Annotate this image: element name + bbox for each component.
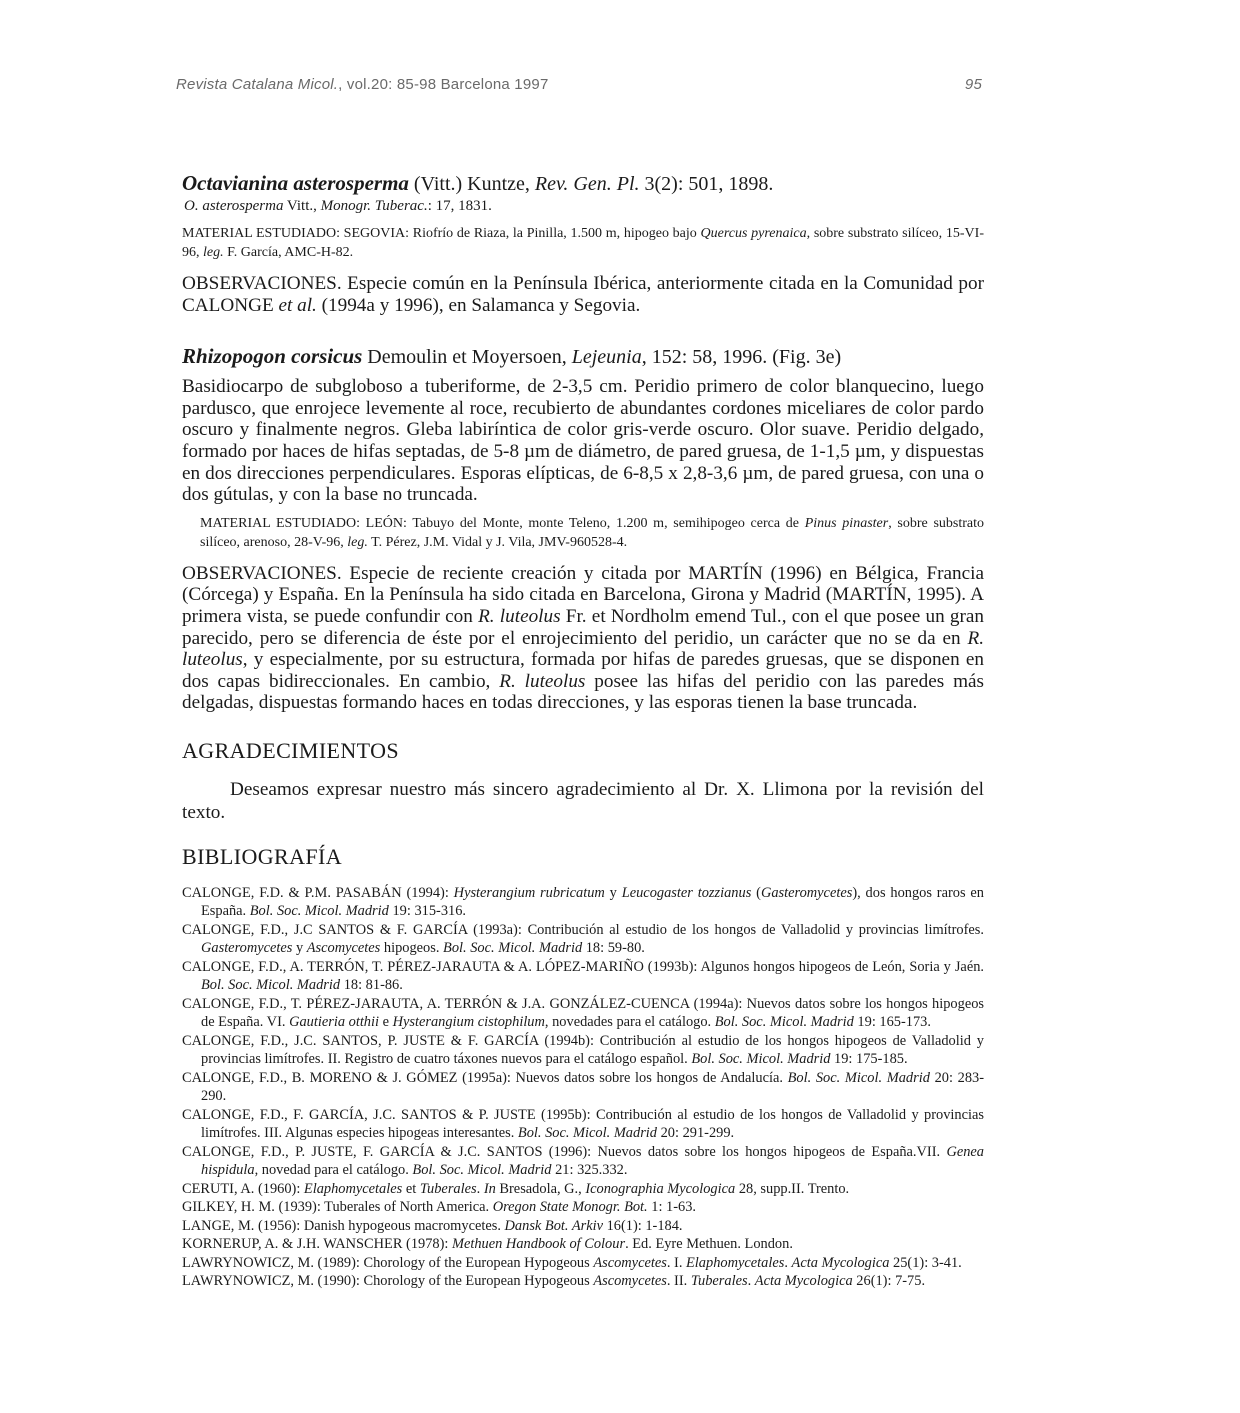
reference-italic: Ascomycetes: [593, 1273, 667, 1290]
observations-octavianina: [182, 273, 984, 316]
reference-text: 20: 283-290.: [201, 1069, 984, 1105]
reference-italic: Bol. Soc. Micol. Madrid: [201, 977, 341, 994]
reference-text: 25(1): 3-41.: [889, 1254, 962, 1271]
reference-text: CALONGE, F.D., F. GARCÍA, J.C. SANTOS & P. JUSTE (1995b): Contribución al estudio de los hongos de Valladolid y provincias limítrofes. III. Algunas especies hipogeas interesantes.: [182, 1106, 984, 1142]
journal-citation: , vol.20: 85-98 Barcelona 1997: [338, 76, 549, 93]
page-body: [182, 170, 984, 1291]
bibliography-entry: [182, 1069, 984, 1106]
reference-text: 21: 325.332.: [551, 1162, 628, 1179]
reference-text: CALONGE, F.D., A. TERRÓN, T. PÉREZ-JARAUTA & A. LÓPEZ-MARIÑO (1993b): Algunos hongos hipogeos de León, Soria y Jaén.: [182, 958, 984, 975]
synonym-author: Vitt.,: [283, 198, 321, 214]
material-text: T. Pérez, J.M. Vidal y J. Vila, JMV-960528-4.: [367, 534, 628, 550]
species-author: Demoulin et Moyersoen,: [362, 346, 572, 369]
reference-text: CALONGE, F.D., T. PÉREZ-JARAUTA, A. TERRÓN & J.A. GONZÁLEZ-CUENCA (1994a): Nuevos datos sobre los hongos hipogeos de España. VI.: [182, 995, 984, 1031]
reference-italic: Oregon State Monogr. Bot.: [492, 1199, 648, 1216]
reference-italic: Bol. Soc. Micol. Madrid: [443, 940, 583, 957]
reference-italic: Genea hispidula: [201, 1143, 984, 1179]
reference-text: 16(1): 1-184.: [602, 1217, 683, 1234]
reference-italic: Bol. Soc. Micol. Madrid: [249, 903, 389, 920]
running-header: [176, 76, 982, 93]
reference-text: 19: 165-173.: [853, 1014, 931, 1031]
reference-italic: In: [483, 1180, 496, 1197]
reference-italic: Ascomycetes: [306, 940, 381, 957]
bibliography-entry: [182, 958, 984, 995]
reference-italic: Gasteromycetes: [760, 884, 853, 901]
reference-text: 20: 291-299.: [657, 1125, 735, 1142]
species-name: Rhizopogon corsicus: [182, 344, 363, 369]
reference-italic: Tuberales: [419, 1180, 477, 1197]
bibliography-entry: [182, 1254, 984, 1273]
observation-etal: et al.: [278, 294, 317, 316]
observations-rhizopogon: [182, 563, 984, 714]
reference-text: . II.: [666, 1273, 691, 1290]
reference-italic: Elaphomycetales: [686, 1254, 785, 1271]
reference-text: 18: 81-86.: [340, 977, 403, 994]
material-text: , sobre substrato silíceo, arenoso, 28-V-96,: [200, 515, 985, 550]
species-heading-rhizopogon: [182, 343, 984, 370]
reference-italic: Gasteromycetes: [201, 940, 293, 957]
bibliography-entry: [182, 1032, 984, 1069]
synonym-line: [184, 197, 984, 216]
reference-text: (: [751, 884, 761, 901]
species-ref-journal: Rev. Gen. Pl.: [534, 173, 640, 195]
reference-italic: Leucogaster tozzianus: [621, 884, 752, 901]
reference-text: CALONGE, F.D. & P.M. PASABÁN (1994):: [182, 884, 454, 901]
reference-italic: Acta Mycologica: [754, 1273, 853, 1290]
observation-text: OBSERVACIONES. Especie común en la Península Ibérica, anteriormente citada en la Comunidad por CALONGE: [182, 273, 984, 316]
reference-italic: Elaphomycetales: [303, 1180, 403, 1197]
species-ref-journal: Lejeunia: [571, 346, 642, 369]
material-host: Pinus pinaster: [804, 515, 889, 531]
reference-text: 26(1): 7-75.: [852, 1273, 926, 1290]
reference-text: , novedades para el catálogo.: [544, 1014, 715, 1031]
reference-text: ), dos hongos raros en España.: [201, 884, 985, 920]
observation-text: (1994a y 1996), en Salamanca y Segovia.: [316, 294, 641, 316]
reference-text: Bresadola, G.,: [495, 1180, 586, 1197]
reference-italic: Acta Mycologica: [791, 1254, 890, 1271]
species-author: (Vitt.) Kuntze,: [408, 173, 535, 195]
acknowledgements-title: AGRADECIMIENTOS: [182, 737, 400, 763]
reference-italic: Bol. Soc. Micol. Madrid: [412, 1162, 552, 1179]
reference-italic: Iconographia Mycologica: [585, 1180, 736, 1197]
reference-text: CALONGE, F.D., J.C SANTOS & F. GARCÍA (1993a): Contribución al estudio de los hongos de Valladolid y provincias limítrofes.: [182, 921, 984, 938]
synonym-ref: Monogr. Tuberac.: [320, 198, 428, 214]
observation-text: posee las hifas del peridio con las paredes más delgadas, dispuestas formando haces en todas direcciones, y las esporas tienen la base truncada.: [182, 670, 985, 714]
species-ref-rest: 3(2): 501, 1898.: [639, 173, 774, 195]
species-name: Octavianina asterosperma: [182, 171, 409, 195]
material-studied-rhizopogon: [200, 514, 984, 552]
reference-italic: Hysterangium rubricatum: [453, 884, 605, 901]
reference-text: , novedad para el catálogo.: [254, 1162, 413, 1179]
bibliography-entry: [182, 884, 984, 921]
material-studied-octavianina: [182, 224, 984, 262]
reference-text: y: [604, 884, 622, 901]
bibliography-entry: [182, 1180, 984, 1199]
reference-text: .: [747, 1273, 755, 1290]
reference-text: CALONGE, F.D., J.C. SANTOS, P. JUSTE & F. GARCÍA (1994b): Contribución al estudio de los hongos hipogeos de Valladolid y provincias limítrofes. II. Registro de cuatro táxones nuevos para el catálogo español.: [182, 1032, 984, 1068]
material-text: MATERIAL ESTUDIADO: SEGOVIA: Riofrío de Riaza, la Pinilla, 1.500 m, hipogeo bajo: [182, 226, 701, 241]
reference-text: 28, supp.II. Trento.: [735, 1180, 850, 1197]
bibliography-entry: [182, 1143, 984, 1180]
reference-text: et: [402, 1180, 420, 1197]
reference-text: LAWRYNOWICZ, M. (1989): Chorology of the European Hypogeous: [182, 1254, 594, 1271]
observation-text: Fr. et Nordholm emend Tul., con el que posee un gran parecido, pero se diferencia de éste por el enrojecimiento del peridio, un carácter que no se da en: [182, 605, 985, 649]
bibliography-entry: [182, 1272, 984, 1291]
reference-text: . I.: [666, 1254, 687, 1271]
synonym-rest: : 17, 1831.: [427, 198, 492, 214]
observation-text: OBSERVACIONES. Especie de reciente creación y citada por MARTÍN (1996) en Bélgica, Francia (Córcega) y España. En la Península ha sido citada en Barcelona, Girona y Madrid (MARTÍN, 1995). A primera vista, se puede confundir con: [182, 562, 984, 627]
observation-species: R. luteolus: [499, 670, 586, 692]
bibliography-entry: [182, 1198, 984, 1217]
reference-italic: Bol. Soc. Micol. Madrid: [714, 1014, 854, 1031]
reference-text: 1: 1-63.: [647, 1199, 697, 1216]
material-leg: leg.: [347, 534, 368, 550]
reference-italic: Dansk Bot. Arkiv: [504, 1217, 603, 1234]
bibliography-entry: [182, 921, 984, 958]
material-text: , sobre substrato silíceo, 15-VI-96,: [182, 226, 984, 260]
description-rhizopogon: Basidiocarpo de subgloboso a tuberiforme, de 2-3,5 cm. Peridio primero de color blanquecino, luego pardusco, que enrojece levemente al roce, recubierto de abundantes cordones miceliares de color pardo oscuro y finalmente negros. Gleba labiríntica de color gris-verde oscuro. Olor suave. Peridio delgado, formado por haces de hifas septadas, de 5-8 µm de diámetro, de pared gruesa, de 1-1,5 µm, y dispuestas en dos direcciones perpendiculares. Esporas elípticas, de 6-8,5 x 2,8-3,6 µm, de pared gruesa, con una o dos gútulas, y con la base no truncada.: [182, 376, 984, 506]
bibliography-entry: [182, 995, 984, 1032]
reference-text: KORNERUP, A. & J.H. WANSCHER (1978):: [182, 1236, 452, 1253]
reference-text: CALONGE, F.D., B. MORENO & J. GÓMEZ (1995a): Nuevos datos sobre los hongos de Andalucía.: [182, 1069, 788, 1086]
observation-species: R. luteolus: [478, 605, 561, 627]
material-text: MATERIAL ESTUDIADO: LEÓN: Tabuyo del Monte, monte Teleno, 1.200 m, semihipogeo cerca de: [200, 515, 805, 531]
reference-text: CERUTI, A. (1960):: [182, 1180, 304, 1197]
reference-italic: Bol. Soc. Micol. Madrid: [787, 1069, 930, 1086]
reference-italic: Ascomycetes: [593, 1254, 667, 1271]
reference-italic: Methuen Handbook of Colour: [451, 1236, 626, 1253]
reference-text: CALONGE, F.D., P. JUSTE, F. GARCÍA & J.C. SANTOS (1996): Nuevos datos sobre los hongos hipogeos de España.VII.: [182, 1143, 947, 1160]
reference-text: y: [292, 940, 307, 957]
reference-text: e: [379, 1014, 393, 1031]
reference-text: .: [476, 1180, 484, 1197]
bibliography-list: [182, 884, 984, 1291]
reference-italic: Bol. Soc. Micol. Madrid: [691, 1051, 831, 1068]
reference-text: . Ed. Eyre Methuen. London.: [625, 1236, 793, 1253]
synonym-name: O. asterosperma: [184, 198, 284, 214]
reference-text: LAWRYNOWICZ, M. (1990): Chorology of the European Hypogeous: [182, 1273, 594, 1290]
reference-text: GILKEY, H. M. (1939): Tuberales of North America.: [182, 1199, 493, 1216]
bibliography-entry: [182, 1106, 984, 1143]
reference-text: hipogeos.: [380, 940, 444, 957]
bibliography-entry: [182, 1217, 984, 1236]
bibliography-title: BIBLIOGRAFÍA: [182, 843, 343, 869]
reference-italic: Bol. Soc. Micol. Madrid: [517, 1125, 657, 1142]
reference-italic: Tuberales: [690, 1273, 748, 1290]
reference-text: 19: 315-316.: [388, 903, 467, 920]
observation-text: , y especialmente, por su estructura, formada por hifas de paredes gruesas, que se disponen en dos capas bidireccionales. En cambio,: [182, 649, 984, 692]
species-heading-octavianina: [182, 170, 984, 197]
material-text: F. García, AMC-H-82.: [223, 245, 354, 260]
reference-text: .: [784, 1254, 792, 1271]
reference-italic: Hysterangium cistophilum: [392, 1014, 545, 1031]
species-ref-rest: , 152: 58, 1996. (Fig. 3e): [641, 346, 842, 369]
reference-text: 18: 59-80.: [582, 940, 645, 957]
reference-text: 19: 175-185.: [830, 1051, 908, 1068]
reference-text: LANGE, M. (1956): Danish hypogeous macromycetes.: [182, 1217, 505, 1234]
material-leg: leg.: [203, 245, 224, 260]
reference-italic: Gautieria otthii: [289, 1014, 380, 1031]
journal-name: Revista Catalana Micol.: [176, 76, 339, 93]
page-number: 95: [964, 76, 982, 93]
material-host: Quercus pyrenaica: [700, 226, 807, 241]
acknowledgements-text: Deseamos expresar nuestro más sincero agradecimiento al Dr. X. Llimona por la revisión del texto.: [182, 778, 984, 823]
observation-species: R. luteolus: [182, 627, 984, 671]
bibliography-entry: [182, 1235, 984, 1254]
